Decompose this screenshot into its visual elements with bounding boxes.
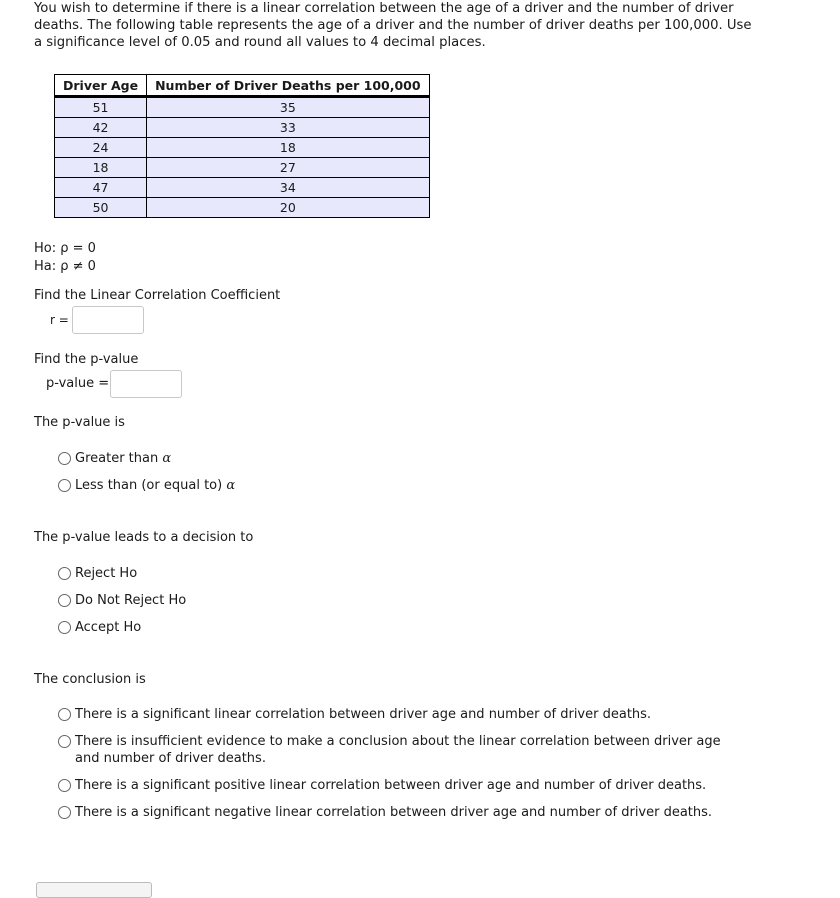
table-row [55,158,430,178]
option-greater-than[interactable] [58,450,171,467]
radio-button[interactable] [58,452,71,465]
cell-age: 51 [55,97,147,118]
r-input[interactable] [72,306,144,334]
option-label: There is a significant positive linear correlation between driver age and number of driver deaths. [75,778,707,793]
option-significant-negative[interactable] [58,804,712,821]
correlation-prompt: Find the Linear Correlation Coefficient [34,288,281,303]
conclusion-prompt: The conclusion is [34,672,146,687]
option-accept-ho[interactable] [58,619,141,636]
radio-button[interactable] [58,594,71,607]
option-do-not-reject-ho[interactable] [58,592,186,609]
data-table [54,74,430,218]
option-label: Accept Ho [75,620,142,635]
option-label: There is insufficient evidence to make a conclusion about the linear correlation between driver age and number of driver deaths. [75,734,721,766]
cell-deaths: 34 [147,178,430,198]
radio-button[interactable] [58,806,71,819]
pvalue-prompt: Find the p-value [34,352,139,367]
cell-age: 24 [55,138,147,158]
cell-deaths: 35 [147,97,430,118]
header-driver-deaths: Number of Driver Deaths per 100,000 [147,75,430,97]
cell-age: 47 [55,178,147,198]
option-label: There is a significant negative linear correlation between driver age and number of driver deaths. [75,805,713,820]
pvalue-label: p-value = [46,376,110,391]
pvalue-input[interactable] [110,370,182,398]
radio-button[interactable] [58,567,71,580]
alpha-symbol: α [162,451,172,466]
cell-deaths: 20 [147,198,430,218]
cell-deaths: 18 [147,138,430,158]
option-label: Less than (or equal to) α [75,478,236,493]
pvalue-compare-prompt: The p-value is [34,415,125,430]
radio-button[interactable] [58,479,71,492]
option-less-than[interactable] [58,477,235,494]
option-significant-positive[interactable] [58,777,706,794]
cell-deaths: 27 [147,158,430,178]
header-driver-age: Driver Age [55,75,147,97]
null-hypothesis: Ho: ρ = 0 [34,241,96,256]
radio-button[interactable] [58,779,71,792]
alpha-symbol: α [226,478,236,493]
table-row [55,178,430,198]
table-row [55,138,430,158]
cell-age: 42 [55,118,147,138]
radio-button[interactable] [58,621,71,634]
radio-button[interactable] [58,735,71,748]
option-label: There is a significant linear correlation between driver age and number of driver deaths. [75,707,652,722]
cell-age: 50 [55,198,147,218]
hypotheses [34,240,96,276]
table-row [55,198,430,218]
submit-button[interactable] [36,882,152,898]
cell-age: 18 [55,158,147,178]
option-insufficient-evidence[interactable] [58,733,738,767]
option-reject-ho[interactable] [58,565,137,582]
table-row [55,97,430,118]
alternative-hypothesis: Ha: ρ ≠ 0 [34,259,96,274]
radio-button[interactable] [58,708,71,721]
cell-deaths: 33 [147,118,430,138]
r-label: r = [50,313,69,327]
option-significant-correlation[interactable] [58,706,651,723]
option-label: Reject Ho [75,566,138,581]
question-intro: You wish to determine if there is a linear correlation between the age of a driver and the number of driver deaths. The following table represents the age of a driver and the number of driver deaths per 100,000. Use a significance level of 0.05 and round all values to 4 decimal places. [34,1,752,50]
option-label: Greater than α [75,451,172,466]
decision-prompt: The p-value leads to a decision to [34,530,254,545]
option-label: Do Not Reject Ho [75,593,187,608]
table-row [55,118,430,138]
